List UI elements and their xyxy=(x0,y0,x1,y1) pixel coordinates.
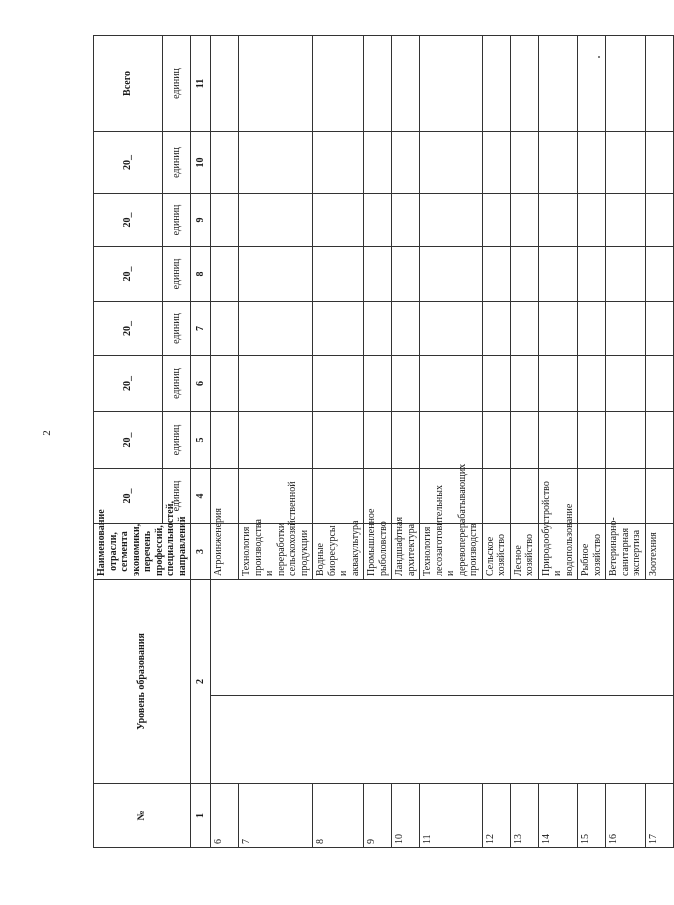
value-cell xyxy=(606,355,646,411)
value-cell xyxy=(211,193,239,246)
value-cell xyxy=(538,355,578,411)
row-name: Ветеринарно-санитарная экспертиза xyxy=(606,523,646,579)
value-cell xyxy=(211,301,239,355)
row-name: Технология лесозаготовительных и деревоперерабатывающих производств xyxy=(420,523,483,579)
row-number: 16 xyxy=(606,784,646,848)
column-number: 4 xyxy=(191,468,211,523)
value-cell xyxy=(578,246,606,301)
header-year: 20_ xyxy=(94,193,163,246)
column-number: 5 xyxy=(191,411,211,468)
value-cell xyxy=(606,193,646,246)
value-cell xyxy=(239,355,313,411)
value-cell xyxy=(392,301,420,355)
value-cell xyxy=(420,35,483,131)
value-cell xyxy=(482,468,510,523)
value-cell xyxy=(510,35,538,131)
row-name: Водные биоресурсы и аквакультура xyxy=(313,523,364,579)
row-name: Агроинженерия xyxy=(211,523,239,579)
column-number: 6 xyxy=(191,355,211,411)
value-cell xyxy=(392,193,420,246)
value-cell xyxy=(392,468,420,523)
column-number: 1 xyxy=(191,784,211,848)
value-cell xyxy=(364,301,392,355)
value-cell xyxy=(420,193,483,246)
row-number: 17 xyxy=(645,784,673,848)
header-year: 20_ xyxy=(94,301,163,355)
value-cell xyxy=(538,301,578,355)
row-number: 11 xyxy=(420,784,483,848)
row-number: 12 xyxy=(482,784,510,848)
value-cell xyxy=(364,246,392,301)
value-cell xyxy=(364,355,392,411)
header-row xyxy=(94,35,163,847)
row-name: Рыбное хозяйство xyxy=(578,523,606,579)
value-cell xyxy=(239,301,313,355)
row-number: 15 xyxy=(578,784,606,848)
value-cell xyxy=(482,193,510,246)
row-number: 8 xyxy=(313,784,364,848)
value-cell xyxy=(313,468,364,523)
value-cell xyxy=(510,301,538,355)
header-level: Уровень образования xyxy=(94,579,191,783)
row-name: Сельское хозяйство xyxy=(482,523,510,579)
column-number: 9 xyxy=(191,193,211,246)
value-cell xyxy=(645,35,673,131)
value-cell xyxy=(578,468,606,523)
value-cell xyxy=(578,301,606,355)
level-subcell xyxy=(211,579,674,695)
value-cell xyxy=(606,301,646,355)
value-cell xyxy=(645,246,673,301)
value-cell xyxy=(482,355,510,411)
unit-cell: единиц xyxy=(162,411,190,468)
rotated-table xyxy=(93,36,659,848)
value-cell xyxy=(364,193,392,246)
level-cell xyxy=(211,696,674,784)
header-year: 20_ xyxy=(94,246,163,301)
row-number: 10 xyxy=(392,784,420,848)
value-cell xyxy=(239,468,313,523)
header-year: 20_ xyxy=(94,468,163,523)
value-cell xyxy=(645,301,673,355)
value-cell xyxy=(645,355,673,411)
value-cell xyxy=(606,246,646,301)
value-cell xyxy=(392,35,420,131)
column-number: 3 xyxy=(191,523,211,579)
value-cell xyxy=(510,193,538,246)
row-name: Промышленное рыболовство xyxy=(364,523,392,579)
rotated-table-frame xyxy=(93,36,659,848)
unit-cell: единиц xyxy=(162,35,190,131)
value-cell xyxy=(538,131,578,193)
value-cell xyxy=(392,131,420,193)
value-cell xyxy=(645,411,673,468)
row-number: 9 xyxy=(364,784,392,848)
value-cell xyxy=(510,411,538,468)
value-cell xyxy=(606,131,646,193)
value-cell xyxy=(645,193,673,246)
value-cell xyxy=(420,411,483,468)
row-number: 14 xyxy=(538,784,578,848)
data-table xyxy=(93,35,674,848)
unit-cell: единиц xyxy=(162,301,190,355)
value-cell xyxy=(364,35,392,131)
header-no: № xyxy=(94,784,191,848)
value-cell xyxy=(211,246,239,301)
value-cell xyxy=(482,35,510,131)
value-cell xyxy=(578,193,606,246)
value-cell xyxy=(313,193,364,246)
value-cell xyxy=(239,193,313,246)
value-cell xyxy=(538,411,578,468)
value-cell xyxy=(606,35,646,131)
value-cell xyxy=(578,355,606,411)
value-cell xyxy=(239,35,313,131)
row-number: 7 xyxy=(239,784,313,848)
value-cell xyxy=(482,411,510,468)
value-cell xyxy=(239,246,313,301)
value-cell xyxy=(313,355,364,411)
header-name: Наименование отрасли, сегмента экономики, перечень профессий, специальностей, направлений xyxy=(94,523,191,579)
row-name: Природообустройство и водопользование xyxy=(538,523,578,579)
value-cell xyxy=(482,301,510,355)
value-cell xyxy=(482,246,510,301)
value-cell xyxy=(420,468,483,523)
value-cell xyxy=(239,131,313,193)
row-number: 13 xyxy=(510,784,538,848)
header-year: 20_ xyxy=(94,355,163,411)
row-name: Ландшафтная архитектура xyxy=(392,523,420,579)
column-number: 10 xyxy=(191,131,211,193)
unit-cell: единиц xyxy=(162,246,190,301)
value-cell xyxy=(510,131,538,193)
unit-cell: единиц xyxy=(162,355,190,411)
unit-cell: единиц xyxy=(162,131,190,193)
value-cell xyxy=(364,411,392,468)
value-cell xyxy=(420,131,483,193)
value-cell xyxy=(313,246,364,301)
value-cell xyxy=(313,131,364,193)
value-cell xyxy=(313,35,364,131)
value-cell xyxy=(364,131,392,193)
value-cell xyxy=(420,301,483,355)
value-cell xyxy=(239,411,313,468)
column-number: 8 xyxy=(191,246,211,301)
value-cell xyxy=(578,35,606,131)
value-cell xyxy=(392,411,420,468)
value-cell xyxy=(211,35,239,131)
header-year: 20_ xyxy=(94,131,163,193)
column-number: 11 xyxy=(191,35,211,131)
value-cell xyxy=(211,411,239,468)
value-cell xyxy=(392,246,420,301)
value-cell xyxy=(510,355,538,411)
header-total: Всего xyxy=(94,35,163,131)
value-cell xyxy=(606,468,646,523)
value-cell xyxy=(510,468,538,523)
value-cell xyxy=(313,411,364,468)
column-number: 7 xyxy=(191,301,211,355)
value-cell xyxy=(578,411,606,468)
unit-cell: единиц xyxy=(162,468,190,523)
row-number: 6 xyxy=(211,784,239,848)
row-name: Зоотехния xyxy=(645,523,673,579)
table-row xyxy=(211,35,239,847)
value-cell xyxy=(211,131,239,193)
value-cell xyxy=(420,355,483,411)
row-name: Лесное хозяйство xyxy=(510,523,538,579)
header-year: 20_ xyxy=(94,411,163,468)
value-cell xyxy=(392,355,420,411)
value-cell xyxy=(645,468,673,523)
unit-cell: единиц xyxy=(162,193,190,246)
value-cell xyxy=(211,355,239,411)
value-cell xyxy=(538,193,578,246)
value-cell xyxy=(313,301,364,355)
table-body xyxy=(211,35,674,847)
page-number: 2 xyxy=(40,430,53,436)
value-cell xyxy=(578,131,606,193)
value-cell xyxy=(510,246,538,301)
column-number-row xyxy=(191,35,211,847)
value-cell xyxy=(538,35,578,131)
value-cell xyxy=(606,411,646,468)
value-cell xyxy=(420,246,483,301)
value-cell xyxy=(482,131,510,193)
value-cell xyxy=(645,131,673,193)
row-name: Технология производства и переработки сельскохозяйственной продукции xyxy=(239,523,313,579)
column-number: 2 xyxy=(191,579,211,783)
value-cell xyxy=(538,246,578,301)
